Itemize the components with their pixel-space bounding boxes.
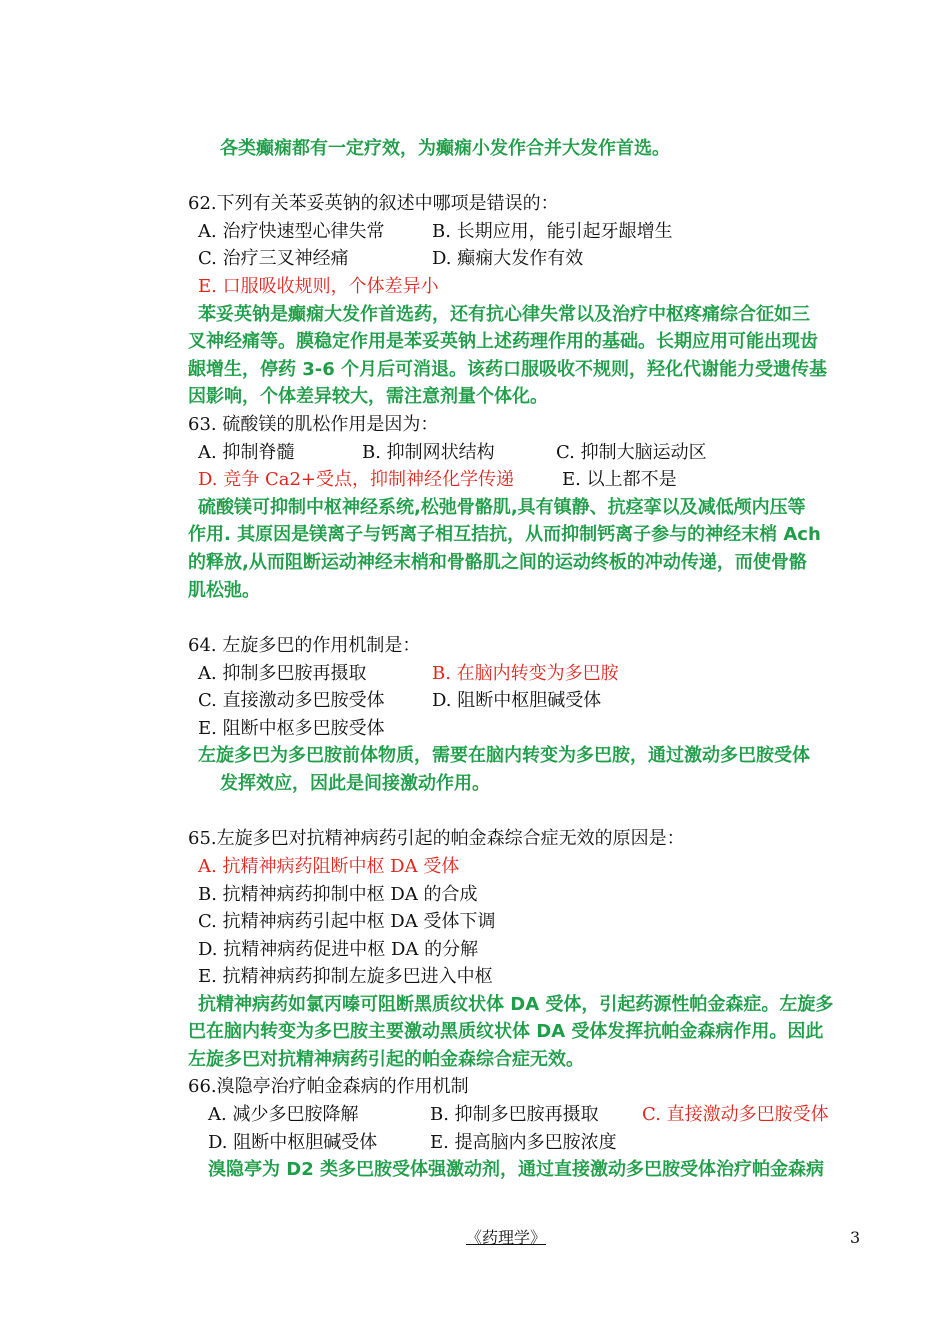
option-66-a: A. 减少多巴胺降解: [208, 1104, 359, 1125]
option-62-c: C. 治疗三叉神经痛: [198, 248, 349, 269]
explanation-line: 发挥效应，因此是间接激动作用。: [220, 773, 490, 794]
option-62-d: D. 癫痫大发作有效: [432, 248, 584, 269]
option-66-e: E. 提高脑内多巴胺浓度: [430, 1132, 617, 1153]
explanation-line: 硫酸镁可抑制中枢神经系统,松弛骨骼肌,具有镇静、抗痉挛以及减低颅内压等: [198, 497, 806, 518]
explanation-line: 的释放,从而阻断运动神经末梢和骨骼肌之间的运动终板的冲动传递，而使骨骼: [188, 552, 807, 573]
question-66: 66.溴隐亭治疗帕金森病的作用机制: [188, 1076, 469, 1097]
explanation-line: 苯妥英钠是癫痫大发作首选药，还有抗心律失常以及治疗中枢疼痛综合征如三: [198, 304, 810, 325]
explanation-line: 各类癫痫都有一定疗效，为癫痫小发作合并大发作首选。: [220, 138, 670, 159]
question-62: 62.下列有关苯妥英钠的叙述中哪项是错误的：: [188, 193, 559, 214]
option-63-b: B. 抑制网状结构: [362, 442, 495, 463]
option-65-d: D. 抗精神病药促进中枢 DA 的分解: [198, 939, 479, 960]
answer-63-d: D. 竞争 Ca2+受点，抑制神经化学传递: [198, 469, 514, 490]
option-66-d: D. 阻断中枢胆碱受体: [208, 1132, 378, 1153]
option-64-c: C. 直接激动多巴胺受体: [198, 690, 385, 711]
answer-64-b: B. 在脑内转变为多巴胺: [432, 663, 619, 684]
explanation-line: 左旋多巴为多巴胺前体物质，需要在脑内转变为多巴胺，通过激动多巴胺受体: [198, 745, 810, 766]
explanation-line: 巴在脑内转变为多巴胺主要激动黑质纹状体 DA 受体发挥抗帕金森病作用。因此: [188, 1021, 824, 1042]
option-65-b: B. 抗精神病药抑制中枢 DA 的合成: [198, 884, 478, 905]
option-63-c: C. 抑制大脑运动区: [556, 442, 707, 463]
option-64-d: D. 阻断中枢胆碱受体: [432, 690, 602, 711]
explanation-line: 龈增生，停药 3-6 个月后可消退。该药口服吸收不规则，羟化代谢能力受遗传基: [188, 359, 828, 380]
explanation-line: 溴隐亭为 D2 类多巴胺受体强激动剂，通过直接激动多巴胺受体治疗帕金森病: [208, 1159, 824, 1180]
answer-65-a: A. 抗精神病药阻断中枢 DA 受体: [198, 856, 460, 877]
explanation-line: 肌松弛。: [188, 580, 260, 601]
option-65-e: E. 抗精神病药抑制左旋多巴进入中枢: [198, 966, 493, 987]
explanation-line: 抗精神病药如氯丙嗪可阻断黑质纹状体 DA 受体，引起药源性帕金森症。左旋多: [198, 994, 834, 1015]
answer-66-c: C. 直接激动多巴胺受体: [642, 1104, 829, 1125]
option-66-b: B. 抑制多巴胺再摄取: [430, 1104, 599, 1125]
option-63-e: E. 以上都不是: [562, 469, 677, 490]
explanation-line: 作用. 其原因是镁离子与钙离子相互拮抗，从而抑制钙离子参与的神经末梢 Ach: [188, 524, 821, 545]
option-62-a: A. 治疗快速型心律失常: [198, 221, 385, 242]
page-number: 3: [850, 1228, 861, 1247]
option-62-b: B. 长期应用，能引起牙龈增生: [432, 221, 673, 242]
footer-title: 《药理学》: [466, 1228, 547, 1247]
option-64-e: E. 阻断中枢多巴胺受体: [198, 718, 385, 739]
question-65: 65.左旋多巴对抗精神病药引起的帕金森综合症无效的原因是：: [188, 828, 685, 849]
explanation-line: 因影响，个体差异较大，需注意剂量个体化。: [188, 386, 548, 407]
explanation-line: 左旋多巴对抗精神病药引起的帕金森综合症无效。: [188, 1049, 584, 1070]
question-64: 64. 左旋多巴的作用机制是：: [188, 635, 421, 656]
answer-62-e: E. 口服吸收规则，个体差异小: [198, 276, 439, 297]
explanation-line: 叉神经痛等。膜稳定作用是苯妥英钠上述药理作用的基础。长期应用可能出现齿: [188, 331, 818, 352]
option-65-c: C. 抗精神病药引起中枢 DA 受体下调: [198, 911, 496, 932]
question-63: 63. 硫酸镁的肌松作用是因为：: [188, 414, 439, 435]
option-63-a: A. 抑制脊髓: [198, 442, 295, 463]
option-64-a: A. 抑制多巴胺再摄取: [198, 663, 367, 684]
